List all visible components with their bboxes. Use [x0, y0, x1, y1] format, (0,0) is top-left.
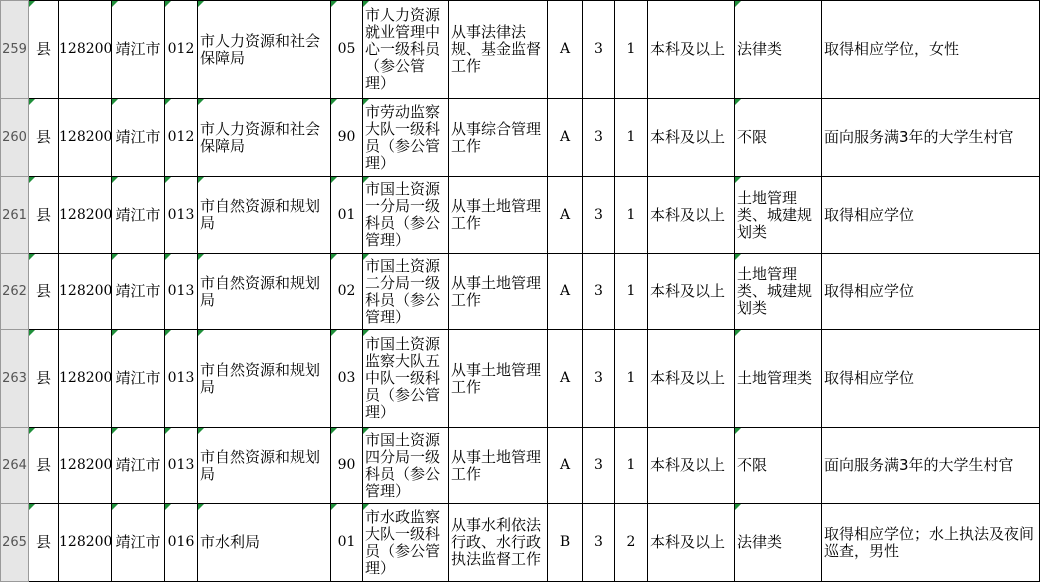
- dept-code-cell[interactable]: [165, 504, 198, 582]
- category-cell[interactable]: [548, 1, 583, 99]
- code-cell-text: 128200: [59, 370, 113, 386]
- major-cell[interactable]: [735, 177, 822, 254]
- comment-marker-icon: [331, 254, 337, 260]
- ratio-cell-text: 3: [594, 206, 603, 223]
- duty-cell-text: 从事土地管理工作: [451, 197, 542, 232]
- count-cell[interactable]: [615, 254, 648, 330]
- dept-code-cell[interactable]: [165, 177, 198, 254]
- department-cell[interactable]: [198, 99, 331, 177]
- comment-marker-icon: [363, 428, 369, 434]
- city-cell-text: 靖江市: [115, 40, 161, 58]
- requirement-cell-text: 取得相应学位: [824, 282, 915, 300]
- comment-marker-icon: [363, 254, 369, 260]
- row-header-text: 261: [2, 207, 27, 223]
- major-cell-text: 土地管理类、城建规划类: [737, 188, 813, 241]
- comment-marker-icon: [735, 254, 741, 260]
- requirement-cell-text: 面向服务满3年的大学生村官: [824, 128, 1014, 146]
- major-cell-text: 不限: [737, 128, 768, 146]
- comment-marker-icon: [112, 504, 118, 510]
- city-cell[interactable]: [112, 504, 165, 582]
- duty-cell-text: 从事综合管理工作: [451, 119, 542, 155]
- education-cell-text: 本科及以上: [650, 456, 726, 474]
- row-header-text: 264: [2, 458, 27, 473]
- count-cell[interactable]: [615, 428, 648, 504]
- comment-marker-icon: [112, 428, 118, 434]
- major-cell-text: 土地管理类、城建规划类: [737, 265, 813, 317]
- level-cell-text: 县: [35, 128, 51, 146]
- comment-marker-icon: [165, 504, 171, 510]
- city-cell[interactable]: [112, 330, 165, 428]
- major-cell[interactable]: [735, 428, 822, 504]
- comment-marker-icon: [112, 330, 118, 336]
- code-cell[interactable]: [59, 254, 112, 330]
- ratio-cell-text: 3: [594, 41, 603, 57]
- position-cell[interactable]: [363, 1, 449, 99]
- comment-marker-icon: [198, 504, 204, 510]
- row-header[interactable]: [1, 99, 29, 177]
- comment-marker-icon: [165, 177, 171, 183]
- row-header[interactable]: [1, 428, 29, 504]
- comment-marker-icon: [331, 99, 337, 105]
- position-cell[interactable]: [363, 330, 449, 428]
- department-cell-text: 市自然资源和规划局: [200, 360, 321, 396]
- duty-cell[interactable]: [449, 177, 548, 254]
- comment-marker-icon: [112, 1, 118, 7]
- comment-marker-icon: [29, 504, 35, 510]
- city-cell-text: 靖江市: [115, 205, 161, 224]
- major-cell-text: 法律类: [737, 533, 783, 551]
- city-cell[interactable]: [112, 254, 165, 330]
- position-code-cell[interactable]: [331, 330, 363, 428]
- code-cell-text: 128200: [59, 283, 113, 299]
- comment-marker-icon: [165, 330, 171, 336]
- department-cell-text: 市人力资源和社会保障局: [200, 119, 321, 155]
- position-cell[interactable]: [363, 177, 449, 254]
- comment-marker-icon: [735, 99, 741, 105]
- category-cell[interactable]: [548, 177, 583, 254]
- requirement-cell[interactable]: [822, 99, 1040, 177]
- position-code-cell[interactable]: [331, 1, 363, 99]
- comment-marker-icon: [165, 254, 171, 260]
- count-cell[interactable]: [615, 504, 648, 582]
- level-cell-text: 县: [35, 369, 51, 387]
- row-header-text: 260: [2, 130, 27, 145]
- department-cell-text: 市自然资源和规划局: [200, 447, 321, 483]
- position-code-cell-text: 90: [337, 457, 356, 473]
- level-cell-text: 县: [35, 282, 51, 300]
- requirement-cell[interactable]: [822, 428, 1040, 504]
- dept-code-cell-text: 012: [167, 41, 195, 57]
- position-cell-text: 市国土资源监察大队五中队一级科员（参公管理）: [365, 335, 441, 421]
- level-cell[interactable]: [29, 330, 59, 428]
- comment-marker-icon: [363, 99, 369, 105]
- department-cell[interactable]: [198, 428, 331, 504]
- duty-cell-text: 从事水利依法行政、水行政执法监督工作: [451, 516, 542, 568]
- comment-marker-icon: [198, 428, 204, 434]
- table-row[interactable]: [1, 428, 1040, 504]
- dept-code-cell-text: 012: [167, 129, 195, 145]
- major-cell[interactable]: [735, 504, 822, 582]
- department-cell-text: 市自然资源和规划局: [200, 197, 321, 232]
- row-header[interactable]: [1, 177, 29, 254]
- requirement-cell[interactable]: [822, 504, 1040, 582]
- table-row[interactable]: [1, 254, 1040, 330]
- table-row[interactable]: [1, 504, 1040, 582]
- education-cell-text: 本科及以上: [650, 533, 726, 551]
- category-cell-text: A: [559, 206, 571, 223]
- requirement-cell[interactable]: [822, 330, 1040, 428]
- major-cell-text: 土地管理类: [737, 369, 813, 387]
- duty-cell-text: 从事土地管理工作: [451, 447, 542, 483]
- comment-marker-icon: [735, 330, 741, 336]
- ratio-cell-text: 3: [594, 370, 603, 386]
- dept-code-cell-text: 013: [167, 206, 195, 223]
- position-code-cell-text: 01: [337, 534, 356, 550]
- major-cell-text: 法律类: [737, 40, 783, 58]
- requirement-cell[interactable]: [822, 254, 1040, 330]
- comment-marker-icon: [165, 99, 171, 105]
- category-cell[interactable]: [548, 504, 583, 582]
- major-cell[interactable]: [735, 99, 822, 177]
- duty-cell[interactable]: [449, 330, 548, 428]
- comment-marker-icon: [29, 330, 35, 336]
- count-cell-text: 1: [626, 370, 636, 386]
- dept-code-cell[interactable]: [165, 254, 198, 330]
- count-cell[interactable]: [615, 330, 648, 428]
- position-cell[interactable]: [363, 99, 449, 177]
- level-cell[interactable]: [29, 254, 59, 330]
- code-cell[interactable]: [59, 330, 112, 428]
- department-cell-text: 市人力资源和社会保障局: [200, 31, 321, 67]
- level-cell[interactable]: [29, 99, 59, 177]
- row-header[interactable]: [1, 254, 29, 330]
- dept-code-cell-text: 013: [167, 283, 195, 299]
- duty-cell-text: 从事法律法规、基金监督工作: [451, 23, 542, 75]
- education-cell[interactable]: [648, 99, 735, 177]
- position-cell[interactable]: [363, 504, 449, 582]
- level-cell-text: 县: [35, 40, 51, 58]
- city-cell-text: 靖江市: [115, 533, 161, 551]
- education-cell-text: 本科及以上: [650, 205, 726, 224]
- comment-marker-icon: [735, 428, 741, 434]
- comment-marker-icon: [331, 177, 337, 183]
- requirement-cell-text: 取得相应学位；水上执法及夜间巡查，男性: [824, 524, 1035, 560]
- city-cell[interactable]: [112, 1, 165, 99]
- table-row[interactable]: [1, 99, 1040, 177]
- count-cell-text: 1: [626, 41, 636, 57]
- ratio-cell[interactable]: [583, 177, 615, 254]
- comment-marker-icon: [165, 1, 171, 7]
- requirement-cell-text: 取得相应学位: [824, 205, 915, 224]
- comment-marker-icon: [363, 330, 369, 336]
- level-cell-text: 县: [35, 456, 51, 474]
- city-cell[interactable]: [112, 99, 165, 177]
- category-cell-text: B: [559, 534, 571, 550]
- count-cell-text: 1: [626, 457, 636, 473]
- education-cell[interactable]: [648, 330, 735, 428]
- city-cell-text: 靖江市: [115, 369, 161, 387]
- position-code-cell-text: 01: [337, 206, 356, 223]
- position-code-cell-text: 03: [337, 370, 356, 386]
- major-cell[interactable]: [735, 1, 822, 99]
- dept-code-cell[interactable]: [165, 330, 198, 428]
- position-code-cell-text: 05: [337, 41, 356, 57]
- row-header-text: 259: [2, 42, 27, 57]
- category-cell[interactable]: [548, 99, 583, 177]
- comment-marker-icon: [29, 99, 35, 105]
- comment-marker-icon: [112, 177, 118, 183]
- dept-code-cell[interactable]: [165, 428, 198, 504]
- ratio-cell[interactable]: [583, 1, 615, 99]
- education-cell[interactable]: [648, 1, 735, 99]
- city-cell[interactable]: [112, 428, 165, 504]
- code-cell[interactable]: [59, 177, 112, 254]
- position-cell-text: 市国土资源二分局一级科员（参公管理）: [365, 256, 441, 326]
- department-cell[interactable]: [198, 330, 331, 428]
- category-cell[interactable]: [548, 254, 583, 330]
- code-cell-text: 128200: [59, 129, 113, 145]
- education-cell[interactable]: [648, 504, 735, 582]
- position-code-cell-text: 90: [337, 129, 356, 145]
- level-cell[interactable]: [29, 504, 59, 582]
- position-cell-text: 市国土资源一分局一级科员（参公管理）: [365, 180, 441, 249]
- ratio-cell[interactable]: [583, 428, 615, 504]
- duty-cell[interactable]: [449, 504, 548, 582]
- category-cell-text: A: [559, 129, 571, 145]
- city-cell-text: 靖江市: [115, 128, 161, 146]
- dept-code-cell[interactable]: [165, 1, 198, 99]
- city-cell-text: 靖江市: [115, 456, 161, 474]
- comment-marker-icon: [112, 99, 118, 105]
- requirement-cell[interactable]: [822, 177, 1040, 254]
- position-cell-text: 市国土资源四分局一级科员（参公管理）: [365, 430, 441, 500]
- comment-marker-icon: [198, 1, 204, 7]
- comment-marker-icon: [112, 254, 118, 260]
- count-cell-text: 1: [626, 283, 636, 299]
- comment-marker-icon: [331, 428, 337, 434]
- code-cell-text: 128200: [59, 41, 113, 57]
- position-code-cell[interactable]: [331, 177, 363, 254]
- row-header[interactable]: [1, 330, 29, 428]
- city-cell[interactable]: [112, 177, 165, 254]
- duty-cell[interactable]: [449, 254, 548, 330]
- requirement-cell-text: 面向服务满3年的大学生村官: [824, 456, 1014, 474]
- table-row[interactable]: [1, 177, 1040, 254]
- comment-marker-icon: [198, 177, 204, 183]
- education-cell[interactable]: [648, 254, 735, 330]
- level-cell-text: 县: [35, 205, 51, 224]
- count-cell[interactable]: [615, 1, 648, 99]
- category-cell-text: A: [559, 457, 571, 473]
- ratio-cell-text: 3: [594, 534, 603, 550]
- code-cell[interactable]: [59, 428, 112, 504]
- code-cell[interactable]: [59, 1, 112, 99]
- education-cell-text: 本科及以上: [650, 282, 726, 300]
- department-cell[interactable]: [198, 254, 331, 330]
- ratio-cell[interactable]: [583, 330, 615, 428]
- comment-marker-icon: [29, 428, 35, 434]
- row-header-text: 263: [2, 371, 27, 386]
- comment-marker-icon: [331, 504, 337, 510]
- count-cell[interactable]: [615, 177, 648, 254]
- comment-marker-icon: [29, 177, 35, 183]
- comment-marker-icon: [735, 1, 741, 7]
- ratio-cell-text: 3: [594, 129, 603, 145]
- education-cell-text: 本科及以上: [650, 369, 726, 387]
- count-cell-text: 1: [626, 129, 636, 145]
- comment-marker-icon: [331, 330, 337, 336]
- comment-marker-icon: [165, 428, 171, 434]
- level-cell[interactable]: [29, 428, 59, 504]
- level-cell[interactable]: [29, 1, 59, 99]
- position-cell[interactable]: [363, 254, 449, 330]
- count-cell-text: 1: [626, 206, 636, 223]
- comment-marker-icon: [29, 1, 35, 7]
- row-header[interactable]: [1, 1, 29, 99]
- position-code-cell[interactable]: [331, 99, 363, 177]
- department-cell-text: 市水利局: [200, 533, 261, 551]
- duty-cell[interactable]: [449, 428, 548, 504]
- department-cell[interactable]: [198, 1, 331, 99]
- level-cell[interactable]: [29, 177, 59, 254]
- dept-code-cell[interactable]: [165, 99, 198, 177]
- department-cell[interactable]: [198, 177, 331, 254]
- position-code-cell[interactable]: [331, 428, 363, 504]
- city-cell-text: 靖江市: [115, 282, 161, 300]
- major-cell[interactable]: [735, 330, 822, 428]
- dept-code-cell-text: 013: [167, 457, 195, 473]
- ratio-cell-text: 3: [594, 283, 603, 299]
- comment-marker-icon: [198, 330, 204, 336]
- education-cell-text: 本科及以上: [650, 40, 726, 58]
- category-cell-text: A: [559, 41, 571, 57]
- category-cell[interactable]: [548, 330, 583, 428]
- comment-marker-icon: [363, 504, 369, 510]
- comment-marker-icon: [331, 1, 337, 7]
- major-cell-text: 不限: [737, 456, 768, 474]
- code-cell[interactable]: [59, 504, 112, 582]
- education-cell-text: 本科及以上: [650, 128, 726, 146]
- position-cell[interactable]: [363, 428, 449, 504]
- department-cell[interactable]: [198, 504, 331, 582]
- education-cell[interactable]: [648, 177, 735, 254]
- position-cell-text: 市水政监察大队一级科员（参公管理）: [365, 507, 441, 577]
- duty-cell-text: 从事土地管理工作: [451, 273, 542, 309]
- table-row[interactable]: [1, 330, 1040, 428]
- duty-cell[interactable]: [449, 99, 548, 177]
- table-row[interactable]: [1, 1, 1040, 99]
- category-cell-text: A: [559, 370, 571, 386]
- requirement-cell[interactable]: [822, 1, 1040, 99]
- position-code-cell[interactable]: [331, 504, 363, 582]
- ratio-cell-text: 3: [594, 457, 603, 473]
- duty-cell-text: 从事土地管理工作: [451, 360, 542, 396]
- comment-marker-icon: [363, 1, 369, 7]
- dept-code-cell-text: 013: [167, 370, 195, 386]
- major-cell[interactable]: [735, 254, 822, 330]
- ratio-cell[interactable]: [583, 504, 615, 582]
- code-cell[interactable]: [59, 99, 112, 177]
- category-cell[interactable]: [548, 428, 583, 504]
- position-code-cell-text: 02: [337, 283, 356, 299]
- count-cell-text: 2: [626, 534, 636, 550]
- code-cell-text: 128200: [59, 534, 113, 550]
- code-cell-text: 128200: [59, 206, 113, 223]
- department-cell-text: 市自然资源和规划局: [200, 273, 321, 309]
- requirement-cell-text: 取得相应学位，女性: [824, 40, 960, 58]
- position-code-cell[interactable]: [331, 254, 363, 330]
- level-cell-text: 县: [35, 533, 51, 551]
- position-cell-text: 市劳动监察大队一级科员（参公管理）: [365, 102, 441, 172]
- education-cell[interactable]: [648, 428, 735, 504]
- comment-marker-icon: [29, 254, 35, 260]
- ratio-cell[interactable]: [583, 254, 615, 330]
- comment-marker-icon: [198, 99, 204, 105]
- ratio-cell[interactable]: [583, 99, 615, 177]
- count-cell[interactable]: [615, 99, 648, 177]
- comment-marker-icon: [363, 177, 369, 183]
- position-cell-text: 市人力资源就业管理中心一级科员（参公管理）: [365, 6, 441, 92]
- comment-marker-icon: [198, 254, 204, 260]
- row-header-text: 262: [2, 284, 27, 299]
- dept-code-cell-text: 016: [167, 534, 195, 550]
- code-cell-text: 128200: [59, 457, 113, 473]
- comment-marker-icon: [735, 177, 741, 183]
- row-header-text: 265: [2, 535, 27, 550]
- row-header[interactable]: [1, 504, 29, 582]
- category-cell-text: A: [559, 283, 571, 299]
- comment-marker-icon: [735, 504, 741, 510]
- requirement-cell-text: 取得相应学位: [824, 369, 915, 387]
- duty-cell[interactable]: [449, 1, 548, 99]
